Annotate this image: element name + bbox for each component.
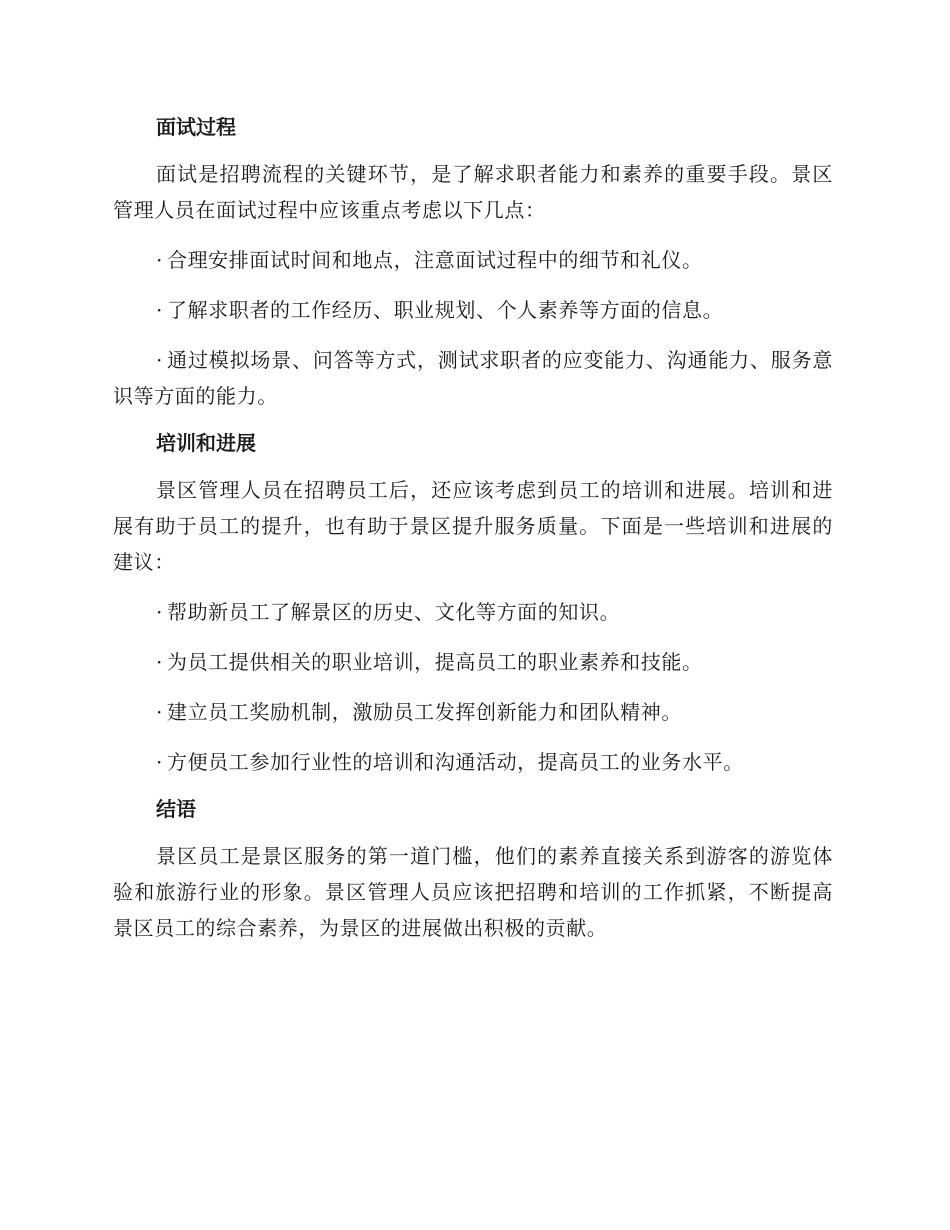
bullet-dot: · bbox=[156, 348, 163, 372]
list-item-text: 合理安排面试时间和地点，注意面试过程中的细节和礼仪。 bbox=[166, 248, 703, 272]
list-item-text: 了解求职者的工作经历、职业规划、个人素养等方面的信息。 bbox=[166, 298, 724, 322]
list-item-text: 方便员工参加行业性的培训和沟通活动，提高员工的业务水平。 bbox=[166, 750, 744, 774]
list-item bbox=[113, 342, 833, 414]
bullet-dot: · bbox=[156, 700, 163, 724]
list-item bbox=[113, 292, 833, 328]
list-item bbox=[113, 694, 833, 730]
list-item bbox=[113, 744, 833, 780]
list-item bbox=[113, 594, 833, 630]
bullet-dot: · bbox=[156, 298, 163, 322]
section-heading-interview: 面试过程 bbox=[156, 115, 236, 139]
section-heading-training: 培训和进展 bbox=[156, 431, 256, 455]
section-intro-conclusion: 景区员工是景区服务的第一道门槛，他们的素养直接关系到游客的游览体验和旅游行业的形象。景区管理人员应该把招聘和培训的工作抓紧，不断提高景区员工的综合素养，为景区的进展做出积极的贡献。 bbox=[113, 844, 833, 940]
bullet-dot: · bbox=[156, 248, 163, 272]
bullet-dot: · bbox=[156, 650, 163, 674]
list-item-text: 帮助新员工了解景区的历史、文化等方面的知识。 bbox=[166, 600, 621, 624]
list-item-text: 通过模拟场景、问答等方式，测试求职者的应变能力、沟通能力、服务意识等方面的能力。 bbox=[113, 348, 833, 408]
bullet-dot: · bbox=[156, 600, 163, 624]
bullet-dot: · bbox=[156, 750, 163, 774]
list-item-text: 为员工提供相关的职业培训，提高员工的职业素养和技能。 bbox=[166, 650, 703, 674]
list-item bbox=[113, 644, 833, 680]
section-intro-training: 景区管理人员在招聘员工后，还应该考虑到员工的培训和进展。培训和进展有助于员工的提升，也有助于景区提升服务质量。下面是一些培训和进展的建议： bbox=[113, 478, 833, 574]
list-item bbox=[113, 242, 833, 278]
document-body bbox=[113, 112, 833, 960]
list-item-text: 建立员工奖励机制，激励员工发挥创新能力和团队精神。 bbox=[166, 700, 682, 724]
section-intro-interview: 面试是招聘流程的关键环节，是了解求职者能力和素养的重要手段。景区管理人员在面试过程中应该重点考虑以下几点： bbox=[113, 162, 833, 222]
section-heading-conclusion: 结语 bbox=[156, 797, 196, 821]
